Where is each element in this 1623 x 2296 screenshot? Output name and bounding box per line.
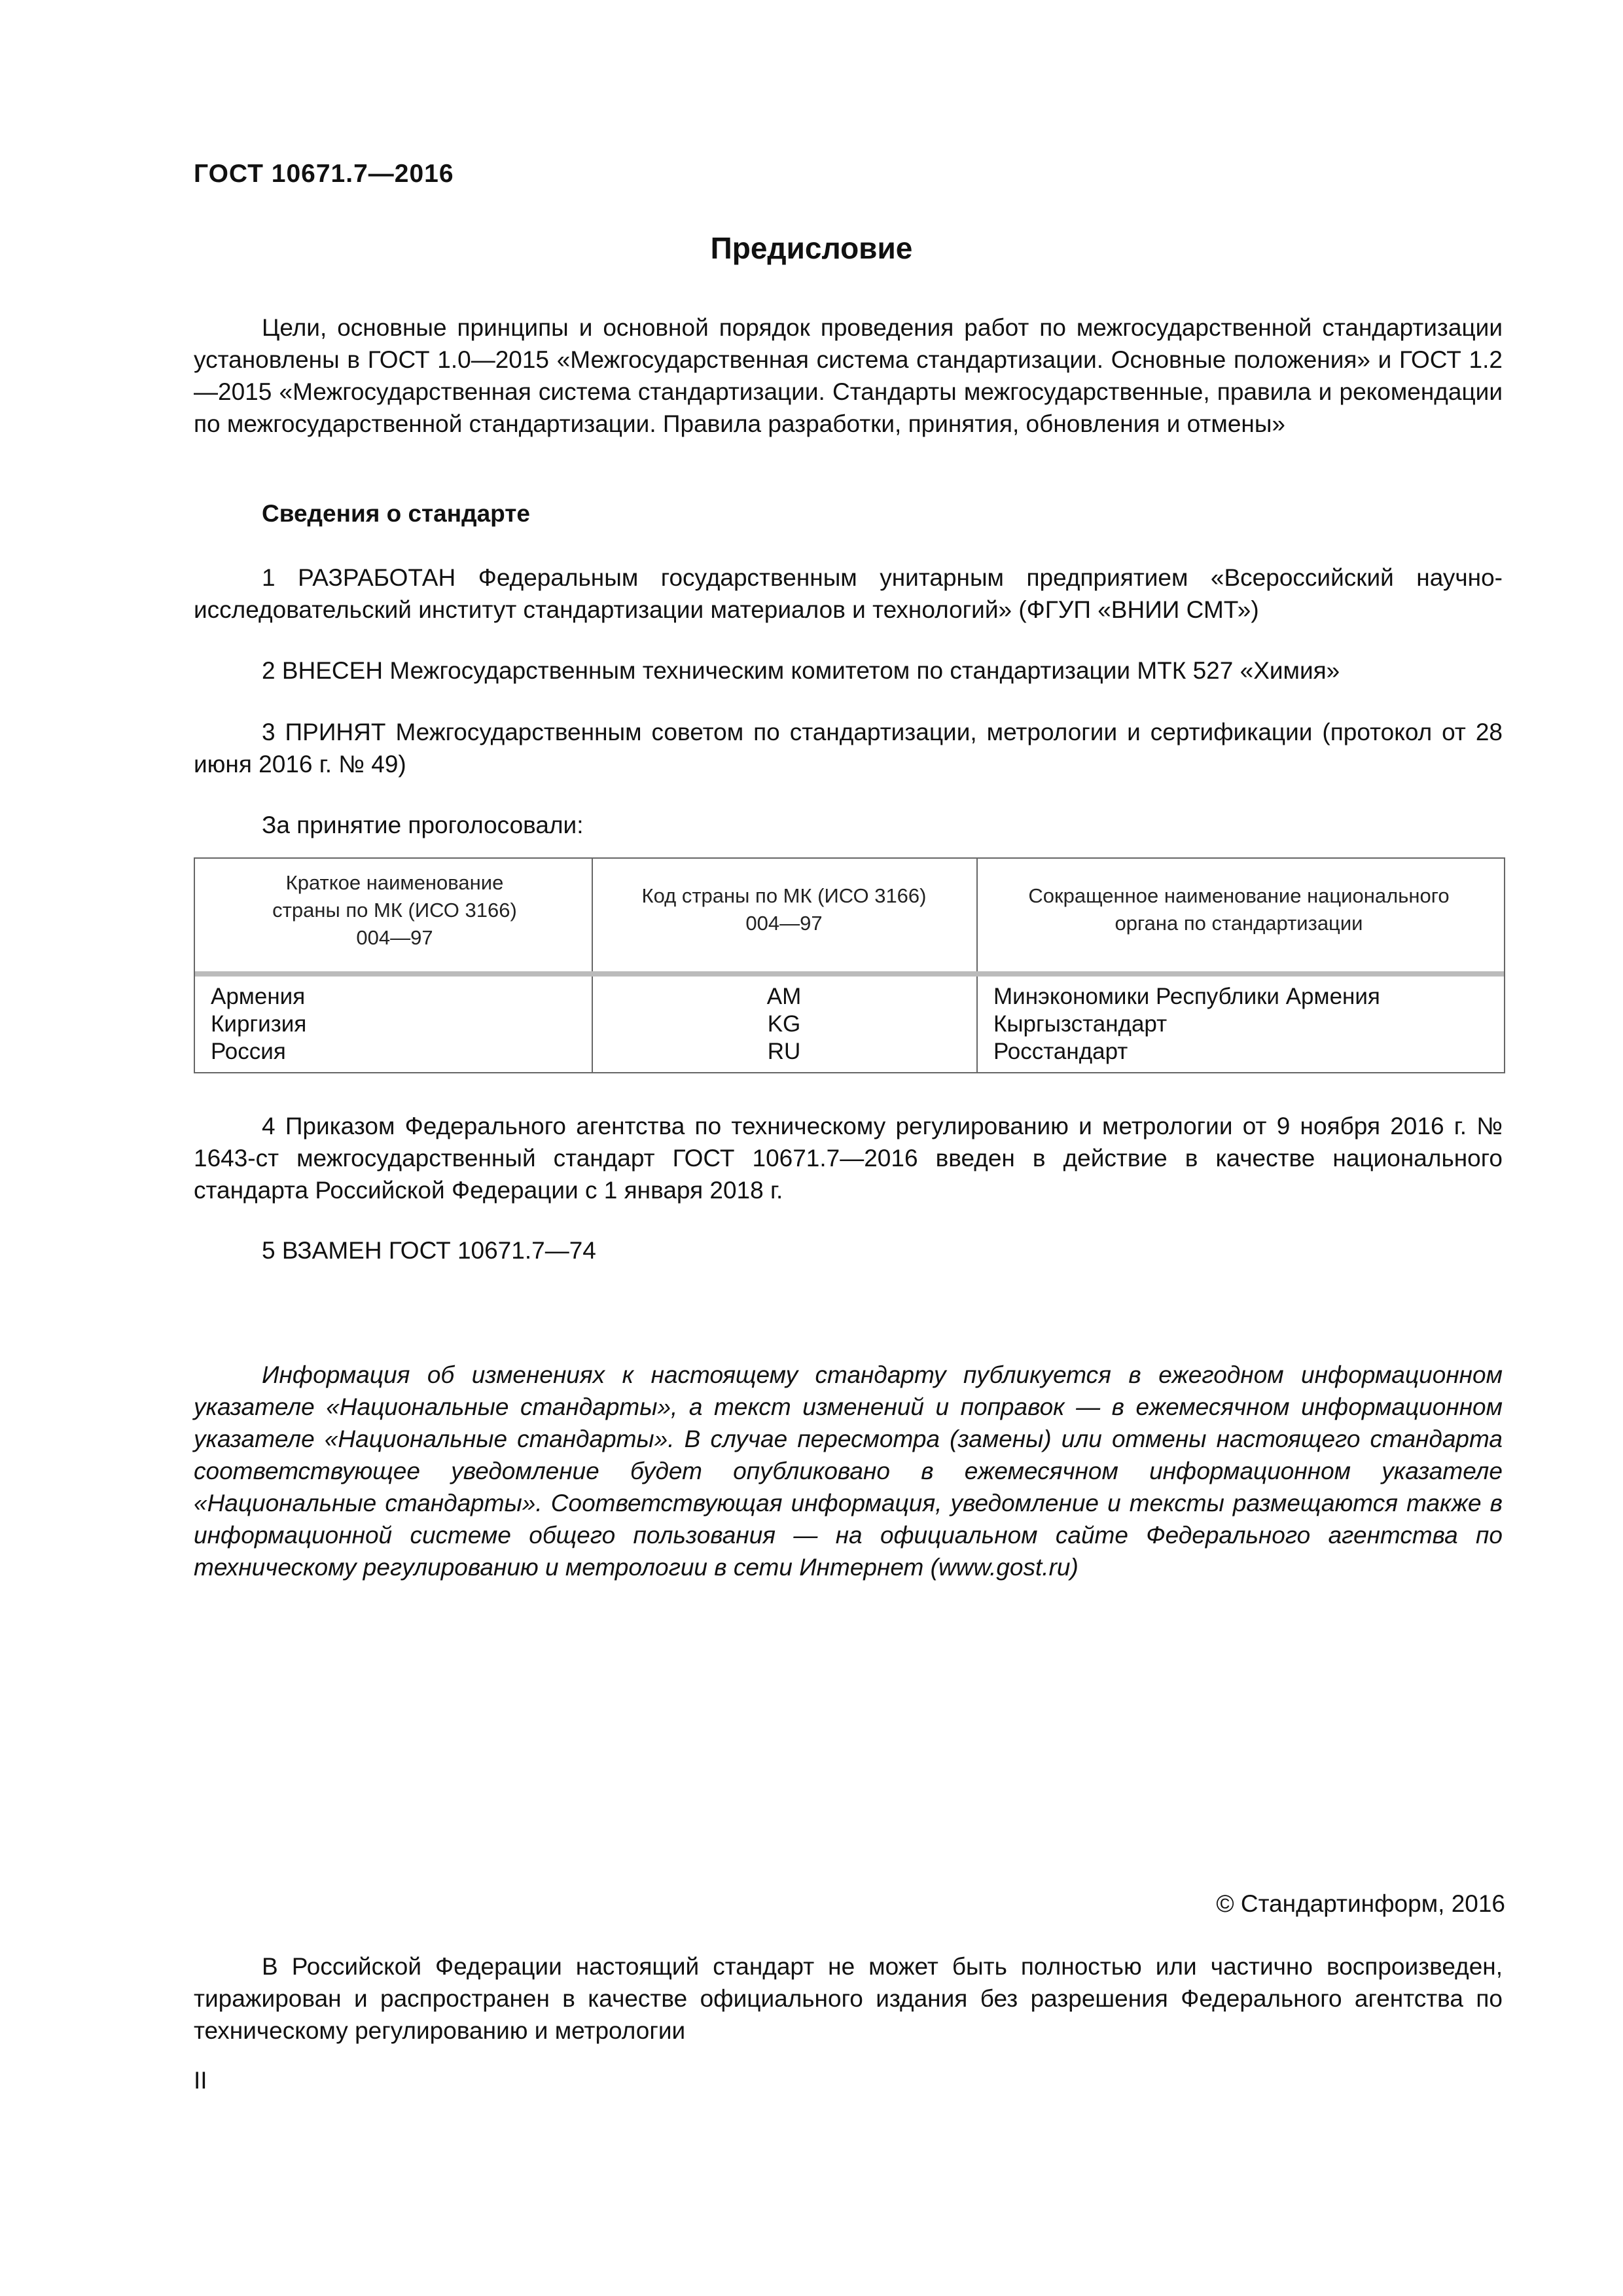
- table-cell-code: KG: [767, 1011, 801, 1037]
- page-number: II: [194, 2067, 207, 2094]
- table-header-code: Код страны по МК (ИСО 3166) 004—97: [641, 884, 927, 935]
- item-5-paragraph: [194, 1234, 1503, 1266]
- item-4-text: 4 Приказом Федерального агентства по техническому регулированию и метрологии от 9 ноября 2016 г. № 1643-ст межгосударственный стандарт ГОСТ 10671.7—2016 введен в действие в качестве национального стандарта Российской Федерации с 1 января 2018 г.: [194, 1113, 1503, 1204]
- table-header-body: Сокращенное наименование национального органа по стандартизации: [1028, 884, 1450, 935]
- table-cell-body: Росстандарт: [993, 1039, 1128, 1064]
- item-5-text: 5 ВЗАМЕН ГОСТ 10671.7—74: [262, 1237, 596, 1264]
- table-header-country: Краткое наименование страны по МК (ИСО 3166) 004—97: [272, 871, 517, 949]
- table-cell-code: AM: [766, 984, 802, 1009]
- item-1-paragraph: [194, 562, 1503, 626]
- table-cell-body: Минэкономики Республики Армения: [993, 984, 1380, 1009]
- voted-text: За принятие проголосовали:: [262, 812, 584, 838]
- info-paragraph: [194, 1359, 1503, 1583]
- voting-table: [194, 857, 1505, 1073]
- document-code-header: ГОСТ 10671.7—2016: [194, 160, 454, 188]
- table-cell-body: Кыргызстандарт: [993, 1011, 1168, 1037]
- voted-paragraph: [194, 809, 1503, 841]
- page-title: Предисловие: [710, 231, 913, 265]
- section-title: Сведения о стандарте: [262, 500, 530, 527]
- intro-text: Цели, основные принципы и основной порядок проведения работ по межгосударственной стандартизации установлены в ГОСТ 1.0—2015 «Межгосударственная система стандартизации. Основные положения» и ГОСТ 1.2—2015 «Межгосударственная система стандартизации. Стандарты межгосударственные, правила и рекомендации по межгосударственной стандартизации. Правила разработки, принятия, обновления и отмены»: [194, 314, 1503, 437]
- table-col-country: [211, 983, 306, 1066]
- table-header-separator: [195, 971, 1504, 977]
- table-cell-country: Киргизия: [211, 1011, 307, 1037]
- copyright: © Стандартинформ, 2016: [1216, 1890, 1505, 1917]
- table-cell-country: Россия: [211, 1039, 286, 1064]
- item-4-paragraph: [194, 1110, 1503, 1206]
- table-col-code: [592, 983, 976, 1066]
- item-3-paragraph: [194, 716, 1503, 780]
- item-3-text: 3 ПРИНЯТ Межгосударственным советом по стандартизации, метрологии и сертификации (протокол от 28 июня 2016 г. № 49): [194, 719, 1503, 778]
- notice-text: В Российской Федерации настоящий стандарт не может быть полностью или частично воспроизведен, тиражирован и распространен в качестве официального издания без разрешения Федерального агентства по техническому регулированию и метрологии: [194, 1953, 1503, 2044]
- item-1-text: 1 РАЗРАБОТАН Федеральным государственным унитарным предприятием «Всероссийский научно-исследовательский институт стандартизации материалов и технологий» (ФГУП «ВНИИ СМТ»): [194, 564, 1503, 623]
- info-text: Информация об изменениях к настоящему стандарту публикуется в ежегодном информационном указателе «Национальные стандарты», а текст изменений и поправок — в ежемесячном информационном указателе «Национальные стандарты». В случае пересмотра (замены) или отмены настоящего стандарта соответствующее уведомление будет опубликовано в ежемесячном информационном указателе «Национальные стандарты». Соответствующая информация, уведомление и тексты размещаются также в информационной системе общего пользования — на официальном сайте Федерального агентства по техническому регулированию и метрологии в сети Интернет (www.gost.ru): [194, 1361, 1503, 1581]
- notice-paragraph: [194, 1950, 1503, 2047]
- intro-paragraph: [194, 312, 1503, 440]
- item-2-paragraph: [194, 655, 1503, 687]
- table-col-body: [993, 983, 1380, 1066]
- item-2-text: 2 ВНЕСЕН Межгосударственным техническим комитетом по стандартизации МТК 527 «Химия»: [262, 657, 1340, 684]
- table-cell-code: RU: [767, 1039, 801, 1064]
- table-cell-country: Армения: [211, 984, 306, 1009]
